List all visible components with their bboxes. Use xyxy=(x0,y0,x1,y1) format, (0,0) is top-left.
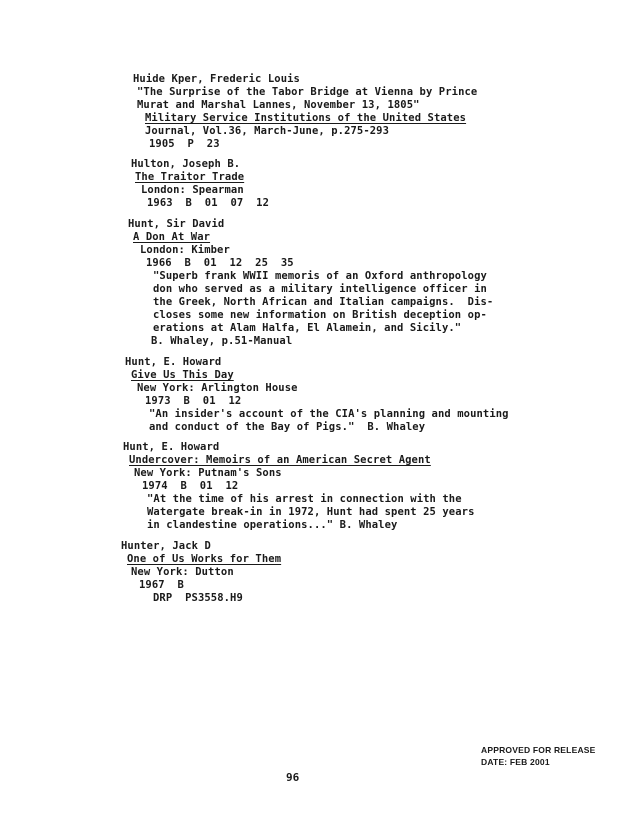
entry-note-line: "Superb frank WWII memoris of an Oxford anthropology xyxy=(153,270,487,282)
entry-title: Give Us This Day xyxy=(131,369,234,381)
entry-publisher: New York: Dutton xyxy=(131,566,234,578)
entry-author: Hunter, Jack D xyxy=(121,540,211,552)
release-stamp-line1: APPROVED FOR RELEASE xyxy=(481,745,596,755)
entry-journal: Military Service Institutions of the United States xyxy=(145,112,467,124)
entry-publisher: London: Spearman xyxy=(141,184,244,196)
entry-title: Undercover: Memoirs of an American Secret Agent xyxy=(129,454,431,466)
entry-author: Huide Kper, Frederic Louis xyxy=(133,73,300,85)
entry-journal-volume: Journal, Vol.36, March-June, p.275-293 xyxy=(145,125,390,137)
entry-author: Hunt, E. Howard xyxy=(123,441,220,453)
entry-article-title: "The Surprise of the Tabor Bridge at Vienna by Prince xyxy=(137,86,478,98)
entry-title: A Don At War xyxy=(133,231,211,243)
release-stamp-line2: DATE: FEB 2001 xyxy=(481,757,550,767)
entry-author: Hunt, E. Howard xyxy=(125,356,222,368)
entry-code: 1963 B 01 07 12 xyxy=(147,197,270,209)
release-stamp xyxy=(481,744,596,768)
entry-note-line: closes some new information on British deception op- xyxy=(153,309,487,321)
entry-title: The Traitor Trade xyxy=(135,171,245,183)
page-number: 96 xyxy=(286,771,300,784)
entry-title: One of Us Works for Them xyxy=(127,553,282,565)
entry-code: 1966 B 01 12 25 35 xyxy=(146,257,294,269)
entry-publisher: New York: Putnam's Sons xyxy=(134,467,282,479)
entry-note-line: B. Whaley, p.51-Manual xyxy=(151,335,293,347)
entry-code: 1905 P 23 xyxy=(149,138,220,150)
entry-note-line: Watergate break-in in 1972, Hunt had spent 25 years xyxy=(147,506,475,518)
entry-note-line: "An insider's account of the CIA's planning and mounting xyxy=(149,408,509,420)
entry-note-line: don who served as a military intelligence officer in xyxy=(153,283,487,295)
entry-note-line: in clandestine operations..." B. Whaley xyxy=(147,519,398,531)
entry-author: Hulton, Joseph B. xyxy=(131,158,241,170)
entry-note-line: the Greek, North African and Italian campaigns. Dis- xyxy=(153,296,494,308)
entry-publisher: London: Kimber xyxy=(140,244,230,256)
entry-code: 1974 B 01 12 xyxy=(142,480,239,492)
entry-note-line: and conduct of the Bay of Pigs." B. Whaley xyxy=(149,421,426,433)
entry-note-line: erations at Alam Halfa, El Alamein, and Sicily." xyxy=(153,322,462,334)
entry-article-title-cont: Murat and Marshal Lannes, November 13, 1805" xyxy=(137,99,420,111)
entry-note-line: "At the time of his arrest in connection with the xyxy=(147,493,462,505)
entry-call-number: DRP PS3558.H9 xyxy=(153,592,243,604)
entry-code: 1967 B xyxy=(139,579,184,591)
entry-code: 1973 B 01 12 xyxy=(145,395,242,407)
entry-author: Hunt, Sir David xyxy=(128,218,225,230)
entry-publisher: New York: Arlington House xyxy=(137,382,298,394)
